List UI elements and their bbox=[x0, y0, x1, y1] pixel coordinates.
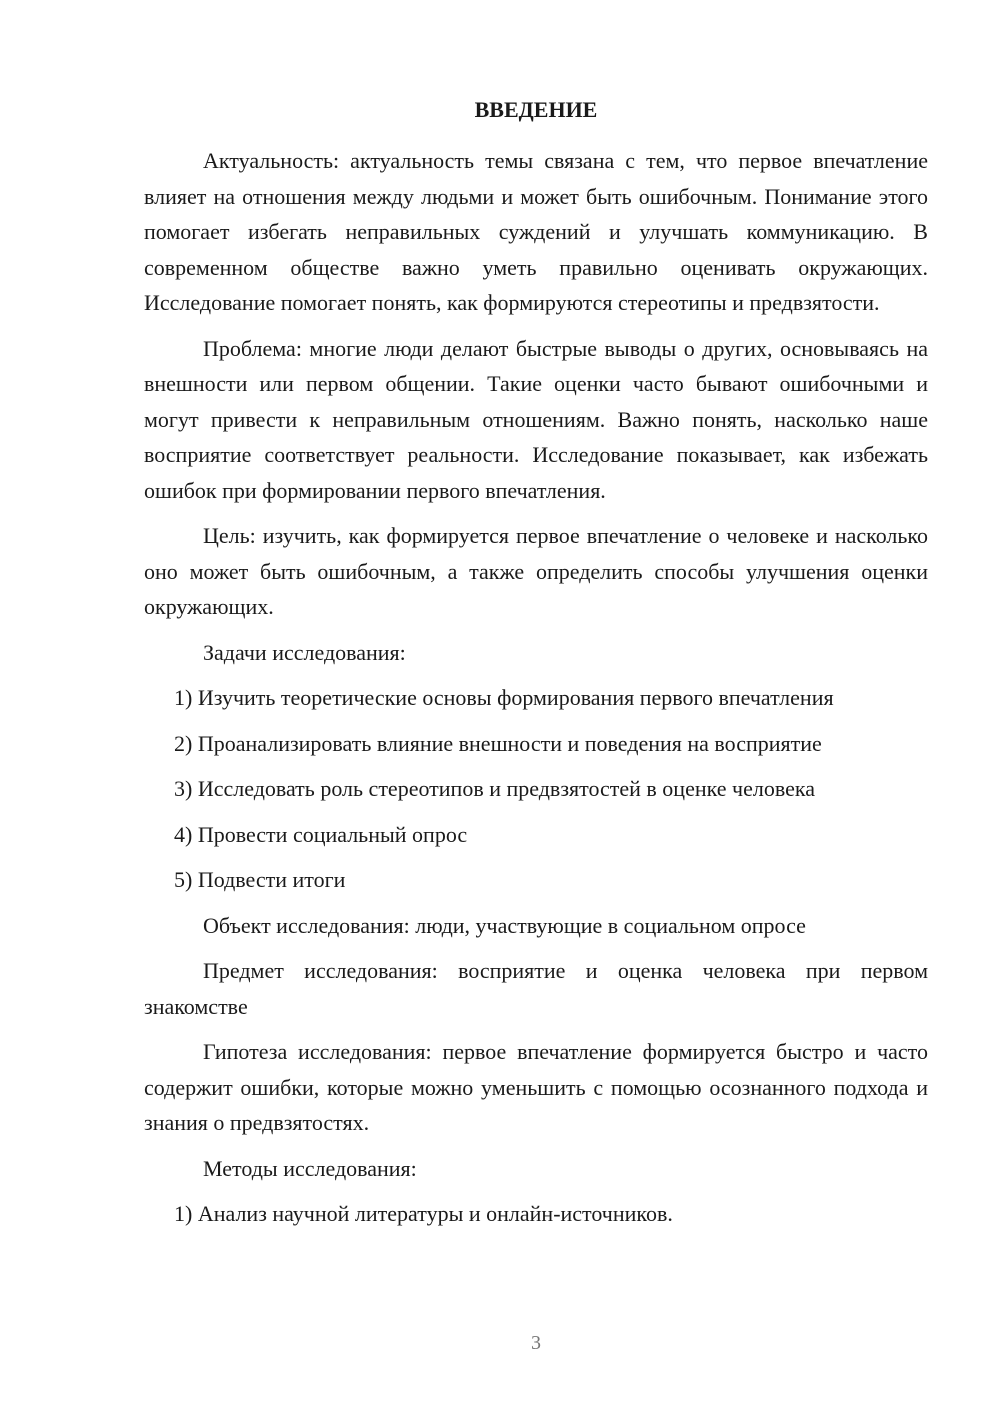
document-page bbox=[144, 95, 928, 1242]
object-paragraph: Объект исследования: люди, участвующие в социальном опросе bbox=[203, 912, 806, 938]
task-item: 3) Исследовать роль стереотипов и предвзятостей в оценке человека bbox=[174, 776, 815, 801]
document-title: ВВЕДЕНИЕ bbox=[474, 97, 598, 122]
task-item: 5) Подвести итоги bbox=[174, 867, 346, 892]
method-item: 1) Анализ научной литературы и онлайн-источников. bbox=[174, 1201, 673, 1226]
tasks-list bbox=[144, 680, 928, 898]
methods-list bbox=[144, 1196, 928, 1232]
methods-heading: Методы исследования: bbox=[203, 1155, 417, 1181]
relevance-paragraph: Актуальность: актуальность темы связана с тем, что первое впечатление влияет на отношения между людьми и может быть ошибочным. Понимание этого помогает избегать неправильных суждений и улучшать коммуникацию. В современном обществе важно уметь правильно оценивать окружающих. Исследование помогает понять, как формируются стереотипы и предвзятости. bbox=[144, 148, 928, 315]
tasks-heading: Задачи исследования: bbox=[203, 639, 406, 665]
subject-paragraph: Предмет исследования: восприятие и оценка человека при первом знакомстве bbox=[144, 958, 928, 1019]
problem-paragraph: Проблема: многие люди делают быстрые выводы о других, основываясь на внешности или первом общении. Такие оценки часто бывают ошибочными и могут привести к неправильным отношениям. Важно понять, насколько наше восприятие соответствует реальности. Исследование показывает, как избежать ошибок при формировании первого впечатления. bbox=[144, 335, 928, 503]
goal-paragraph: Цель: изучить, как формируется первое впечатление о человеке и насколько оно может быть ошибочным, а также определить способы улучшения оценки окружающих. bbox=[144, 523, 928, 619]
task-item: 1) Изучить теоретические основы формирования первого впечатления bbox=[174, 685, 834, 710]
task-item: 4) Провести социальный опрос bbox=[174, 821, 468, 847]
page-number: 3 bbox=[531, 1332, 541, 1354]
hypothesis-paragraph: Гипотеза исследования: первое впечатление формируется быстро и часто содержит ошибки, которые можно уменьшить с помощью осознанного подхода и знания о предвзятостях. bbox=[144, 1039, 928, 1135]
task-item: 2) Проанализировать влияние внешности и поведения на восприятие bbox=[174, 730, 822, 756]
